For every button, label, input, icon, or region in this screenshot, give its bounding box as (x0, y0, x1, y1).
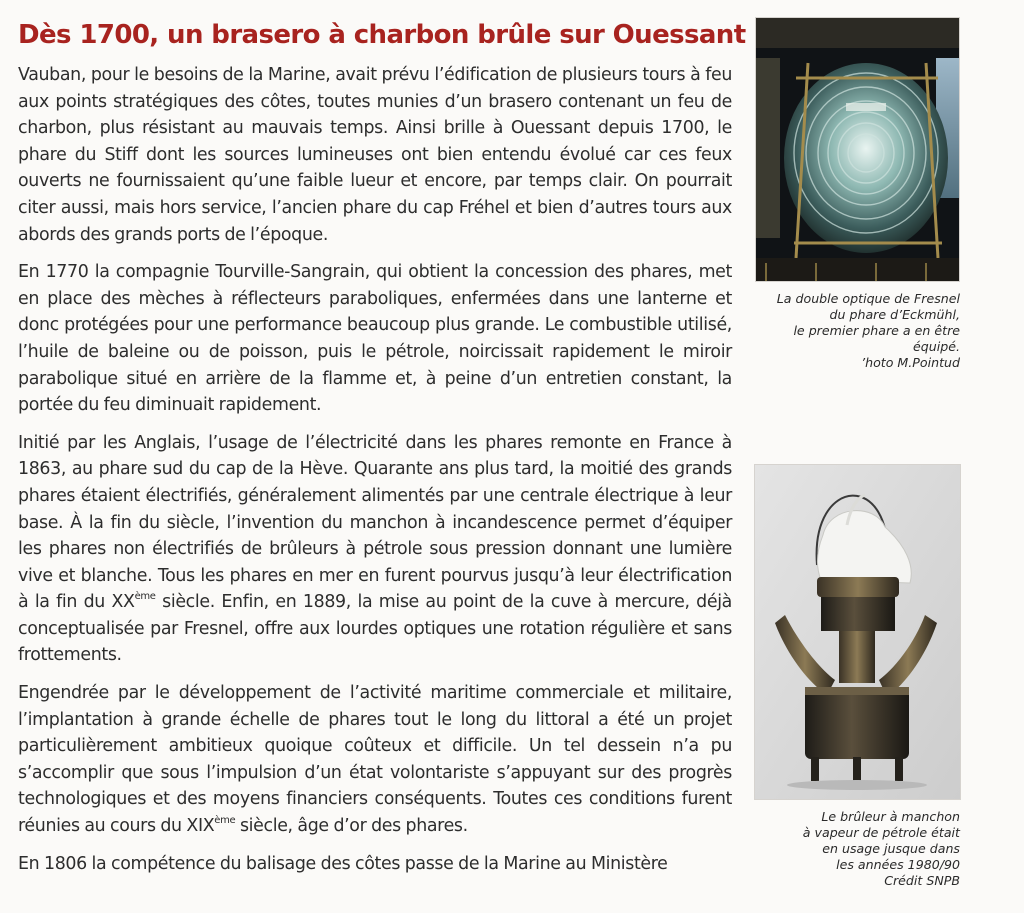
paragraph-implantation-text-a: Engendrée par le développement de l’activité maritime commerciale et militaire, l’implantation à grande échelle de phares tout le long du littoral a été un projet particulièrement ambitieux quoique coûteux et difficile. Un tel dessein n’a pu s’accomplir que sous l’impulsion d’un état volontariste s’appuyant sur des progrès technologiques et des moyens financiers conséquents. Toutes ces conditions furent réunies au cours du XIX (18, 683, 732, 837)
caption-line: Le brûleur à manchon (821, 809, 960, 824)
paragraph-electricite-text-a: Initié par les Anglais, l’usage de l’électricité dans les phares remonte en France à 1863, au phare sud du cap de la Hève. Quarante ans plus tard, la moitié des grands phares étaient électrifiés, généralement alimentés par une centrale électrique à leur base. À la fin du siècle, l’invention du manchon à incandescence permet d’équiper les phares non électrifiés de brûleurs à pétrole sous pression donnant une lumière vive et blanche. Tous les phares en mer en furent pourvus jusqu’à leur électrification à la fin du XX (18, 432, 732, 613)
kerosene-burner-photo (754, 464, 961, 800)
paragraph-electricite-text-b: siècle. Enfin, en 1889, la mise au point de la cuve à mercure, déjà conceptualisée par Fresnel, offre aux lourdes optiques une rotation régulière et sans frottements. (18, 592, 732, 666)
paragraph-vauban: Vauban, pour le besoins de la Marine, avait prévu l’édification de plusieurs tours à feu aux points stratégiques des côtes, toutes munies d’un brasero contenant un feu de charbon, plus résistant au mauvais temps. Ainsi brille à Ouessant depuis 1700, le phare du Stiff dont les sources lumineuses ont bien entendu évolué car ces feux ouverts ne fournissaient qu’une faible lueur et encore, par temps clair. On pourrait citer aussi, mais hors service, l’ancien phare du cap Fréhel et bien d’autres tours aux abords des grands ports de l’époque. (18, 65, 732, 245)
paragraph-electricite (18, 430, 732, 669)
superscript-eme: ème (214, 815, 236, 827)
caption-line: le premier phare a en être (793, 323, 960, 338)
paragraph-implantation (18, 680, 732, 840)
caption-line: La double optique de Fresnel (776, 291, 960, 306)
kerosene-burner-illustration (755, 465, 960, 799)
fresnel-lens-illustration (756, 18, 959, 281)
caption-line: ’hoto M.Pointud (861, 355, 960, 370)
fresnel-lens-photo (755, 17, 960, 282)
paragraph-1806: En 1806 la compétence du balisage des côtes passe de la Marine au Ministère (18, 853, 668, 874)
caption-line: Crédit SNPB (884, 873, 960, 888)
caption-line: à vapeur de pétrole était (802, 825, 960, 840)
article-title: Dès 1700, un brasero à charbon brûle sur Ouessant (18, 20, 746, 50)
caption-line: équipé. (913, 339, 960, 354)
paragraph-implantation-text-b: siècle, âge d’or des phares. (235, 816, 468, 837)
article (18, 20, 746, 877)
caption-line: du phare d’Eckmühl, (829, 307, 960, 322)
caption-line: les années 1980/90 (836, 857, 960, 872)
paragraph-tourville: En 1770 la compagnie Tourville-Sangrain, qui obtient la concession des phares, met en place des mèches à réflecteurs paraboliques, enfermées dans une lanterne et donc protégées pour une performance beaucoup plus grande. Le combustible utilisé, l’huile de baleine ou de poisson, puis le pétrole, noircissait rapidement le miroir parabolique situé en arrière de la flamme et, à peine d’un entretien constant, la portée du feu diminuait rapidement. (18, 262, 732, 416)
caption-line: en usage jusque dans (822, 841, 960, 856)
kerosene-burner-caption (760, 809, 960, 889)
superscript-eme: ème (134, 591, 156, 603)
fresnel-lens-caption (760, 291, 960, 371)
